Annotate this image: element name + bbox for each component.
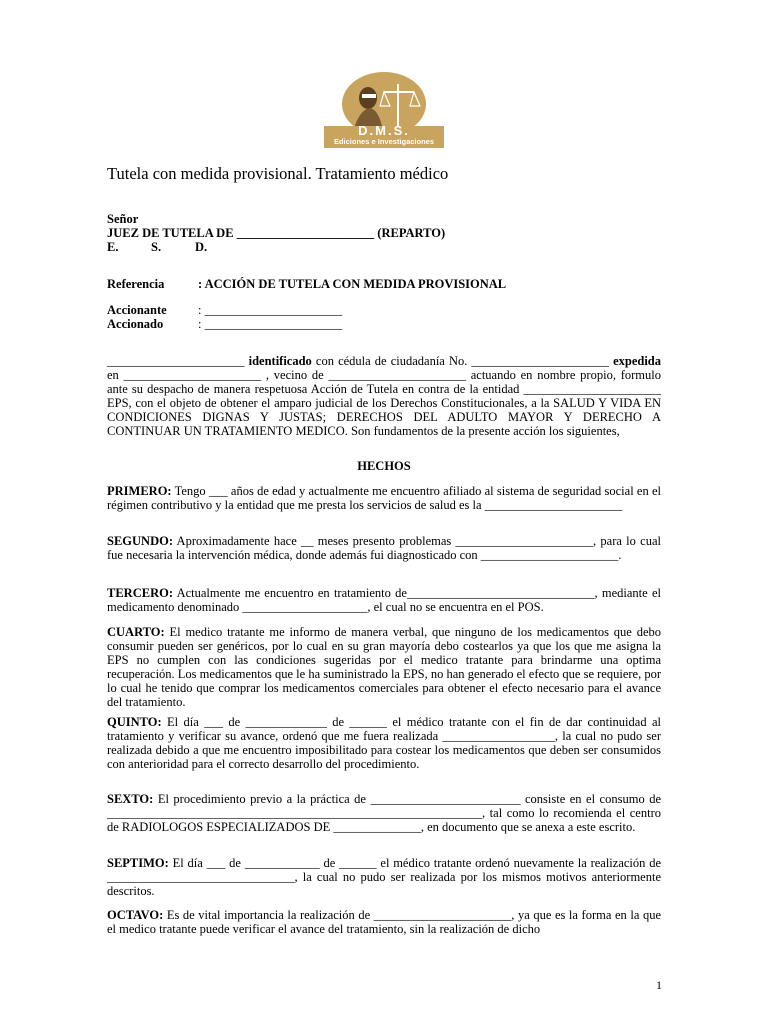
hecho-segundo	[107, 534, 661, 562]
reparto: (REPARTO)	[374, 226, 446, 240]
expedida-label: expedida	[613, 354, 661, 368]
reference	[107, 277, 661, 291]
hecho-label: QUINTO:	[107, 715, 162, 729]
identificado-label: identificado	[244, 354, 312, 368]
esd-d: D.	[195, 240, 208, 254]
accionado-value: : ______________________	[198, 317, 343, 331]
addressee	[107, 212, 661, 254]
intro-text-1: con cédula de ciudadanía No. ______________________	[311, 354, 609, 368]
judge-blank: ______________________	[236, 226, 375, 240]
hecho-text: Actualmente me encuentro en tratamiento de______________________________, mediante el medicamento denominado ____________________, el cual no se encuentra en el POS.	[107, 586, 661, 614]
esd-s: S.	[151, 240, 162, 254]
hecho-sexto	[107, 792, 661, 834]
reference-label: Referencia	[107, 277, 165, 291]
hecho-label: SEPTIMO:	[107, 856, 169, 870]
hecho-text: El día ___ de _____________ de ______ el médico tratante con el fin de dar continuidad al tratamiento y verificar su avance, ordenó que me fuera realizada __________________, la cual no pudo ser realizada debido a que me encuentro imposibilitado para costear los medicamentos que deben ser consumidos con anterioridad para el correcto desarrollo del procedimiento.	[107, 715, 661, 771]
salutation: Señor	[107, 212, 139, 226]
hechos-heading-text: HECHOS	[357, 459, 411, 473]
hecho-text: Es de vital importancia la realización de ______________________, ya que es la forma en la que el medico tratante puede verificar el avance del tratamiento, sin la realización de dicho	[107, 908, 661, 936]
hecho-label: SEGUNDO:	[107, 534, 173, 548]
hecho-primero	[107, 484, 661, 512]
intro-blank: ______________________	[107, 354, 245, 368]
reference-value: : ACCIÓN DE TUTELA CON MEDIDA PROVISIONAL	[198, 277, 507, 291]
hecho-quinto	[107, 715, 661, 771]
page-number: 1	[656, 978, 662, 992]
judge-prefix: JUEZ DE TUTELA DE	[107, 226, 237, 240]
hecho-label: OCTAVO:	[107, 908, 164, 922]
hecho-octavo	[107, 908, 661, 936]
esd-e: E.	[107, 240, 119, 254]
parties	[107, 303, 661, 331]
document-title: Tutela con medida provisional. Tratamiento médico	[107, 164, 449, 183]
hecho-text: El día ___ de ____________ de ______ el médico tratante ordenó nuevamente la realización de ______________________________, la cual no pudo ser realizada por los mismos motivos anteriormente descritos.	[107, 856, 661, 898]
accionante-value: : ______________________	[198, 303, 343, 317]
intro-paragraph	[107, 354, 661, 438]
hecho-label: SEXTO:	[107, 792, 154, 806]
hecho-label: CUARTO:	[107, 625, 165, 639]
hecho-label: TERCERO:	[107, 586, 173, 600]
hecho-septimo	[107, 856, 661, 898]
hecho-text: Aproximadamente hace __ meses presento problemas ______________________, para lo cual fue necesaria la intervención médica, donde además fui diagnosticado con ______________________.	[107, 534, 661, 562]
hecho-label: PRIMERO:	[107, 484, 172, 498]
hecho-cuarto	[107, 625, 661, 709]
hechos-heading	[107, 459, 661, 473]
hecho-text: El medico tratante me informo de manera verbal, que ninguno de los medicamentos que debo consumir pueden ser genéricos, por lo cual en su gran mayoría debo costearlos ya que los que me asigna la EPS no cumplen con las condiciones sugeridas por el medico tratante para brindarme una optima recuperación. Los medicamentos que le ha suministrado la EPS, no han generado el efecto que se requiere, por lo cual he tenido que comprar los medicamentos comerciales para obtener el efecto necesario para el avance del tratamiento.	[107, 625, 661, 709]
accionado-label: Accionado	[107, 317, 164, 331]
hecho-text: El procedimiento previo a la práctica de ________________________ consiste en el consumo de ____________________________________________________________, tal como lo recomienda el centro de RADIOLOGOS ESPECIALIZADOS DE ______________, en documento que se anexa a este escrito.	[107, 792, 661, 834]
dms-logo	[318, 70, 450, 150]
intro-text-2: en ______________________ , vecino de ______________________ actuando en nombre propio, formulo ante su despacho de manera respetuosa Acción de Tutela en contra de la entidad ______________________ EPS, con el objeto de obtener el amparo judicial de los Derechos Constitucionales, a la SALUD Y VIDA EN CONDICIONES DIGNAS Y JUSTAS; DERECHOS DEL ADULTO MAYOR Y DERECHO A CONTINUAR UN TRATAMIENTO MEDICO. Son fundamentos de la presente acción los siguientes,	[107, 368, 661, 438]
esd-line	[107, 240, 661, 254]
hecho-tercero	[107, 586, 661, 614]
hecho-text: Tengo ___ años de edad y actualmente me encuentro afiliado al sistema de seguridad social en el régimen contributivo y la entidad que me presta los servicios de salud es la ______________________	[107, 484, 661, 512]
logo-brand: D.M.S.	[358, 123, 410, 138]
logo-subtitle: Ediciones e Investigaciones	[333, 137, 435, 146]
accionante-label: Accionante	[107, 303, 167, 317]
